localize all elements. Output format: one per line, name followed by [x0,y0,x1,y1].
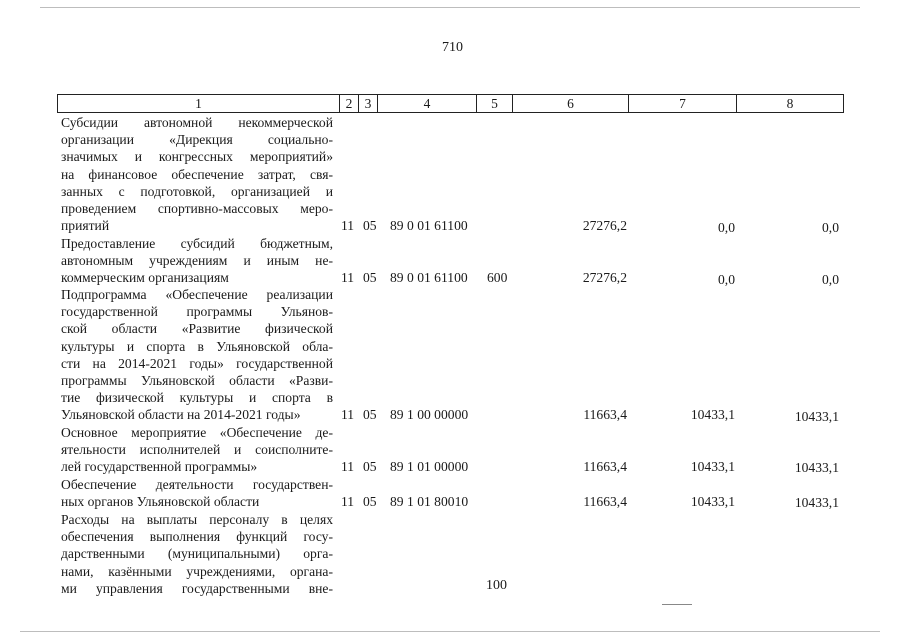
description-line: ятельности исполнителей и соисполните- [61,442,333,458]
table-row-description [61,424,333,476]
cell-amount-year1: 11663,4 [583,494,627,509]
cell-subsection: 05 [363,459,377,474]
cell-amount-year3: 10433,1 [794,460,839,475]
description-line: нами, казёнными учреждениями, органа- [61,563,333,579]
description-line: государственной программы Ульянов- [61,304,333,320]
description-line: культуры и спорта в Ульяновской обла- [61,338,333,354]
page-number: 710 [442,40,463,55]
cell-section: 11 [341,494,355,509]
description-line: на финансовое обеспечение затрат, свя- [61,166,333,182]
description-line: Основное мероприятие «Обеспечение де- [61,425,333,440]
description-line: Расходы на выплаты персоналу в целях [61,512,333,527]
description-line: автономным учреждениям и иным не- [61,253,333,269]
cell-expense-type: 600 [487,270,508,285]
column-header-table [57,94,844,113]
description-line: Ульяновской области на 2014-2021 годы» [61,407,301,423]
description-line: коммерческим организациям [61,270,229,286]
cell-amount-year1: 27276,2 [582,270,627,285]
description-line: занных с подготовкой, организацией и [61,183,333,199]
cell-target-article: 89 1 01 80010 [390,494,469,509]
description-line: программы Ульяновской области «Разви- [61,373,333,389]
cell-amount-year2: 10433,1 [690,407,735,422]
cell-subsection: 05 [363,270,377,285]
cell-amount-year2: 0,0 [718,220,735,235]
cell-target-article: 89 0 01 61100 [390,218,468,233]
table-row-description [61,511,333,597]
description-line: приятий [61,218,110,234]
table-row-description [61,235,333,287]
cell-subsection: 05 [363,218,377,233]
scan-artifact [40,7,860,8]
table-row-description [61,114,333,234]
description-line: ми управления государственными вне- [61,580,333,596]
cell-amount-year3: 0,0 [822,272,839,287]
cell-amount-year1: 11663,4 [583,407,627,422]
description-line: ской области «Развитие физической [61,321,333,337]
cell-amount-year3: 0,0 [822,220,839,235]
cell-amount-year2: 10433,1 [690,494,735,509]
description-line: дарственными (муниципальными) орга- [61,546,333,562]
cell-target-article: 89 0 01 61100 [390,270,468,285]
table-row-description [61,476,333,510]
cell-section: 11 [341,218,355,233]
scan-artifact [662,604,692,605]
cell-amount-year1: 27276,2 [582,218,627,233]
description-line: значимых и конгрессных мероприятий» [61,149,333,165]
description-line: сти на 2014-2021 годы» государственной [61,355,333,371]
description-line: тие физической культуры и спорта в [61,390,333,406]
header-cell: 3 [359,95,378,113]
description-line: лей государственной программы» [61,459,258,475]
cell-amount-year2: 0,0 [718,272,735,287]
description-line: Обеспечение деятельности государствен- [61,477,333,492]
description-line: Подпрограмма «Обеспечение реализации [61,287,333,302]
cell-section: 11 [341,459,355,474]
header-cell: 6 [513,95,629,113]
header-row [58,95,844,113]
description-line: обеспечения выполнения функций госу- [61,529,333,545]
header-cell: 5 [477,95,513,113]
table-row-description [61,286,333,424]
description-line: организации «Дирекция социально- [61,132,333,148]
cell-amount-year3: 10433,1 [794,495,839,510]
header-cell: 2 [340,95,359,113]
header-cell: 4 [378,95,477,113]
scan-artifact [20,631,880,632]
header-cell: 1 [58,95,340,113]
cell-amount-year1: 11663,4 [583,459,627,474]
description-line: проведением спортивно-массовых меро- [61,201,333,217]
cell-section: 11 [341,407,355,422]
cell-section: 11 [341,270,355,285]
cell-subsection: 05 [363,407,377,422]
cell-amount-year3: 10433,1 [794,409,839,424]
description-line: Предоставление субсидий бюджетным, [61,236,333,251]
header-cell: 7 [629,95,737,113]
cell-amount-year2: 10433,1 [690,459,735,474]
description-line: ных органов Ульяновской области [61,494,260,510]
footer-number: 100 [486,578,507,593]
cell-target-article: 89 1 01 00000 [390,459,469,474]
cell-target-article: 89 1 00 00000 [390,407,469,422]
header-cell: 8 [737,95,844,113]
cell-subsection: 05 [363,494,377,509]
description-line: Субсидии автономной некоммерческой [61,115,333,130]
